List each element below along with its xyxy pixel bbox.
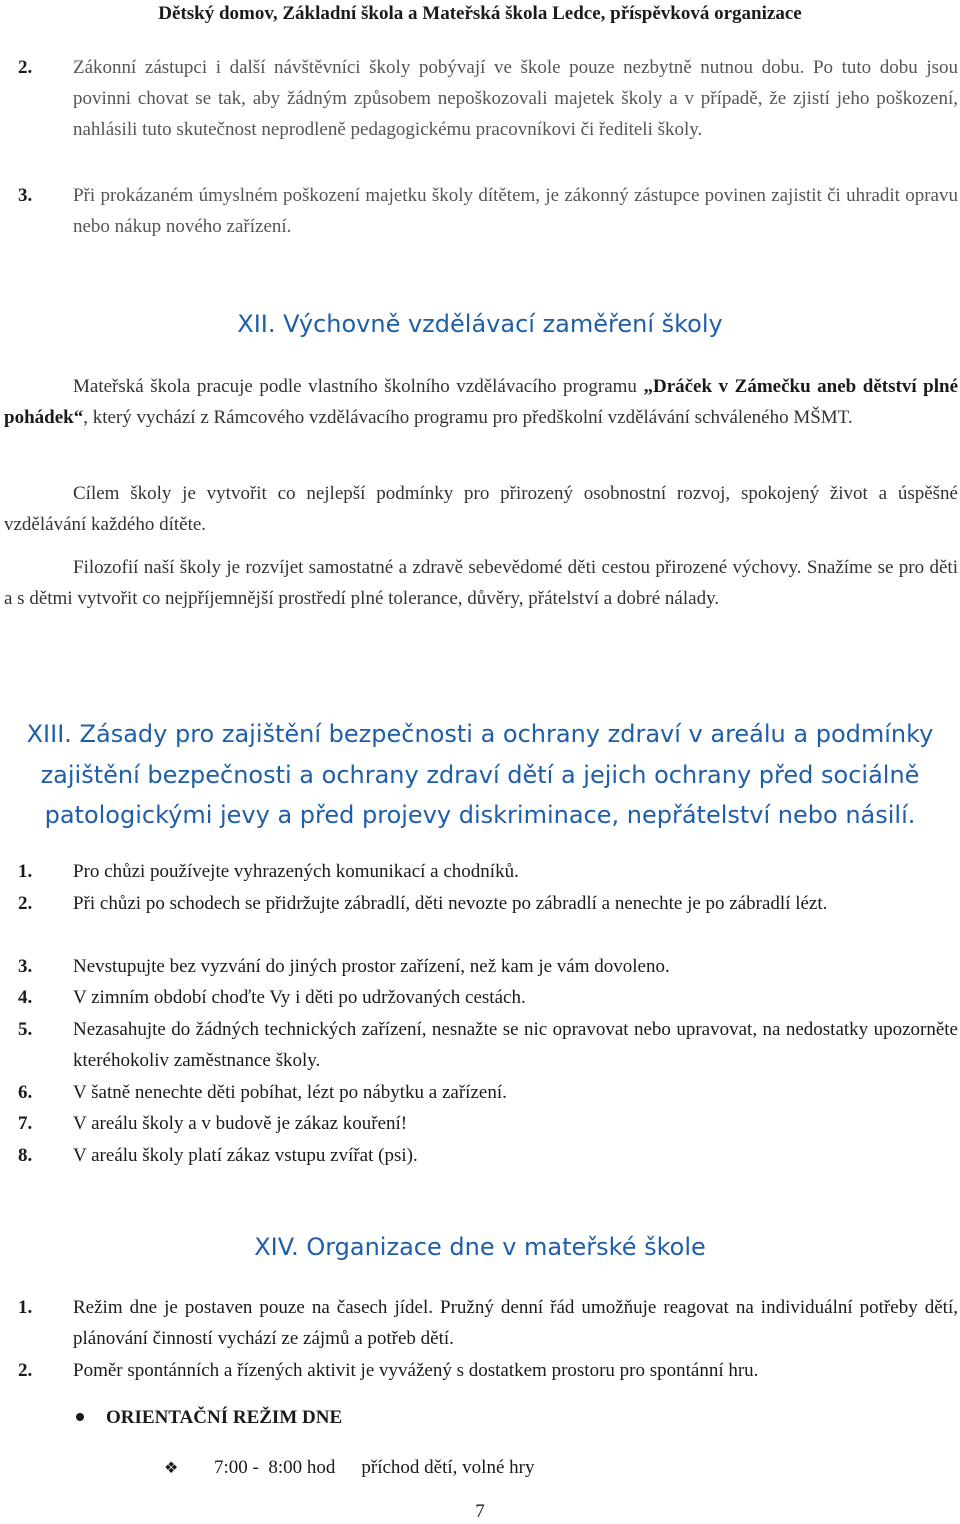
list-item (4, 1108, 958, 1139)
item-text: Při prokázaném úmyslném poškození majetku školy dítětem, je zákonný zástupce povinen zajistit či uhradit opravu nebo nákup nového zařízení. (73, 185, 958, 237)
item-text: Zákonní zástupci i další návštěvníci školy pobývají ve škole pouze nezbytně nutnou dobu. Po tuto dobu jsou povinni chovat se tak, aby žádným způsobem nepoškozovali majetek školy a v případě, že zjistí jeho poškození, nahlásili tuto skutečnost neprodleně pedagogickému pracovníkovi či řediteli školy. (73, 57, 958, 140)
list-item (4, 1140, 958, 1171)
list-item (4, 888, 958, 919)
item-text: Poměr spontánních a řízených aktivit je vyvážený s dostatkem prostoru pro spontánní hru. (73, 1360, 759, 1381)
page-header: Dětský domov, Základní škola a Mateřská škola Ledce, příspěvková organizace (158, 3, 802, 24)
schedule-time: 7:00 - 8:00 hod (214, 1457, 336, 1478)
paragraph: Cílem školy je vytvořit co nejlepší podmínky pro přirozený osobnostní rozvoj, spokojený život a úspěšné vzdělávání každého dítěte. (4, 483, 958, 535)
item-text: V areálu školy platí zákaz vstupu zvířat (psi). (73, 1145, 418, 1166)
item-text: Při chůzi po schodech se přidržujte zábradlí, děti nevozte po zábradlí a nenechte je po zábradlí lézt. (73, 893, 828, 914)
item-text: Režim dne je postaven pouze na časech jídel. Pružný denní řád umožňuje reagovat na individuální potřeby dětí, plánování činností vychází ze zájmů a potřeb dětí. (73, 1297, 958, 1349)
section-heading-line-2: zajištění bezpečnosti a ochrany zdraví dětí a jejich ochrany před sociálně (40, 761, 920, 789)
item-number: 8. (18, 1145, 33, 1166)
item-number: 1. (18, 861, 33, 882)
schedule-row (164, 1452, 534, 1484)
item-text: Nezasahujte do žádných technických zařízení, nesnažte se nic opravovat nebo upravovat, na nedostatky upozorněte kteréhokoliv zaměstnance školy. (73, 1019, 958, 1071)
program-name: „Dráček v Zámečku aneb dětství plné pohádek“ (4, 376, 959, 428)
list-item (4, 856, 958, 887)
diamond-bullet-icon: ❖ (164, 1460, 179, 1477)
item-text: Pro chůzi používejte vyhrazených komunikací a chodníků. (73, 861, 519, 882)
list-item (4, 1077, 958, 1108)
item-number: 5. (18, 1019, 33, 1040)
item-number: 2. (18, 893, 33, 914)
section-heading-line-1: XIII. Zásady pro zajištění bezpečnosti a ochrany zdraví v areálu a podmínky (26, 720, 934, 748)
item-text: Nevstupujte bez vyzvání do jiných prostor zařízení, než kam je vám dovoleno. (73, 956, 670, 977)
section-heading: XII. Výchovně vzdělávací zaměření školy (237, 310, 723, 338)
paragraph (4, 371, 958, 433)
list-item (4, 1355, 958, 1386)
item-text: V zimním období choďte Vy i děti po udržovaných cestách. (73, 987, 526, 1008)
bullet-heading (76, 1402, 342, 1433)
list-item (4, 180, 958, 242)
paragraph-text: , který vychází z Rámcového vzdělávacího programu pro předškolní vzdělávání schváleného MŠMT. (83, 407, 853, 428)
section-heading-line-3: patologickými jevy a před projevy diskriminace, nepřátelství nebo násilí. (44, 801, 916, 829)
item-number: 2. (18, 1360, 33, 1381)
item-number: 3. (18, 185, 33, 206)
bullet-dot-icon (76, 1413, 84, 1421)
item-number: 6. (18, 1082, 33, 1103)
paragraph-text: Mateřská škola pracuje podle vlastního školního vzdělávacího programu (73, 376, 644, 397)
item-text: V areálu školy a v budově je zákaz kouření! (73, 1113, 408, 1134)
item-number: 3. (18, 956, 33, 977)
item-number: 1. (18, 1297, 33, 1318)
item-text: V šatně nenechte děti pobíhat, lézt po nábytku a zařízení. (73, 1082, 507, 1103)
section-heading: XIV. Organizace dne v mateřské škole (254, 1233, 706, 1261)
bullet-text: ORIENTAČNÍ REŽIM DNE (106, 1407, 343, 1428)
item-number: 7. (18, 1113, 33, 1134)
item-number: 2. (18, 57, 33, 78)
list-item (4, 1014, 958, 1076)
list-item (4, 52, 958, 145)
page-number: 7 (475, 1501, 485, 1522)
paragraph: Filozofií naší školy je rozvíjet samostatné a zdravě sebevědomé děti cestou přirozené výchovy. Snažíme se pro děti a s dětmi vytvořit co nejpříjemnější prostředí plné tolerance, důvěry, přátelství a dobré nálady. (4, 557, 958, 609)
schedule-activity: příchod dětí, volné hry (361, 1457, 535, 1478)
list-item (4, 951, 958, 982)
item-number: 4. (18, 987, 33, 1008)
list-item (4, 1292, 958, 1354)
list-item (4, 982, 958, 1013)
